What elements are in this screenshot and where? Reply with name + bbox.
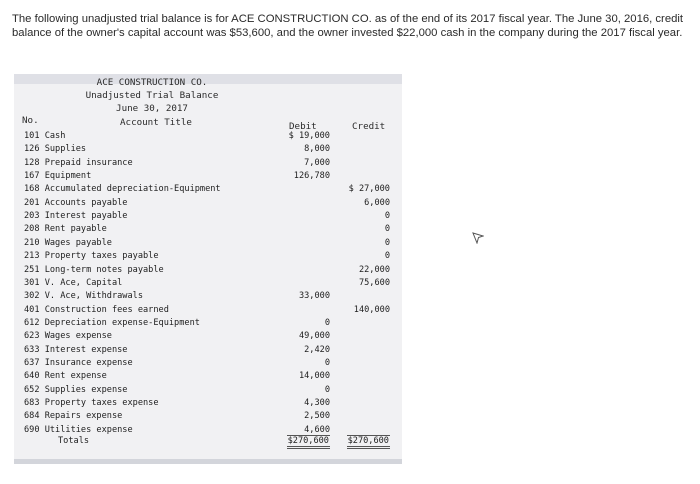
- trial-balance-sheet: [14, 74, 402, 459]
- table-row: [14, 345, 402, 358]
- account-title-cell: 612 Depreciation expense-Equipment: [24, 317, 200, 328]
- total-credit: $270,600: [347, 435, 390, 449]
- totals-label: Totals: [58, 436, 90, 446]
- column-header-debit: Debit: [289, 121, 317, 132]
- debit-cell: $ 19,000: [288, 131, 330, 141]
- table-row: [14, 331, 402, 344]
- account-title-cell: 213 Property taxes payable: [24, 251, 159, 262]
- debit-cell: 33,000: [298, 291, 330, 302]
- account-title-cell: 683 Property taxes expense: [24, 398, 159, 408]
- debit-cell: 0: [324, 357, 330, 368]
- credit-cell: 75,600: [358, 277, 390, 288]
- debit-cell: 126,780: [293, 171, 330, 182]
- credit-cell: $ 27,000: [348, 184, 390, 195]
- column-header-no: No.: [22, 115, 39, 126]
- account-title-cell: 302 V. Ace, Withdrawals: [24, 291, 143, 302]
- credit-cell: 0: [384, 251, 390, 262]
- table-row: [14, 251, 402, 264]
- table-row: [14, 198, 402, 211]
- debit-cell: 2,500: [304, 411, 330, 422]
- account-title-cell: 168 Accumulated depreciation-Equipment: [24, 184, 221, 195]
- table-row: [14, 385, 402, 398]
- table-row: [14, 158, 402, 171]
- table-row: [14, 211, 402, 224]
- account-title-cell: 201 Accounts payable: [24, 197, 128, 208]
- debit-cell: 0: [324, 384, 330, 395]
- account-title-cell: 623 Wages expense: [24, 331, 112, 342]
- table-row: [14, 371, 402, 384]
- account-title-cell: 684 Repairs expense: [24, 411, 123, 422]
- company-name: ACE CONSTRUCTION CO.: [96, 77, 208, 88]
- debit-cell: 8,000: [304, 144, 330, 155]
- report-date: June 30, 2017: [116, 103, 188, 114]
- column-header-credit: Credit: [352, 121, 386, 132]
- totals-row: [14, 436, 402, 449]
- report-title: Unadjusted Trial Balance: [85, 90, 219, 101]
- account-title-cell: 128 Prepaid insurance: [24, 157, 133, 168]
- table-row: [14, 238, 402, 251]
- account-title-cell: 208 Rent payable: [24, 224, 107, 235]
- table-row: [14, 265, 402, 278]
- debit-cell: 2,420: [304, 344, 330, 355]
- credit-cell: 6,000: [364, 197, 390, 208]
- credit-cell: 0: [384, 211, 390, 222]
- credit-cell: 140,000: [353, 304, 390, 315]
- table-row: [14, 131, 402, 144]
- mouse-cursor-icon: [472, 232, 484, 244]
- account-title-cell: 210 Wages payable: [24, 237, 112, 248]
- table-row: [14, 398, 402, 411]
- table-row: [14, 171, 402, 184]
- sheet-bottom-rule: [14, 459, 402, 464]
- credit-cell: 0: [384, 237, 390, 248]
- table-row: [14, 224, 402, 237]
- table-row: [14, 278, 402, 291]
- debit-cell: 4,600: [304, 424, 330, 435]
- account-title-cell: 401 Construction fees earned: [24, 304, 169, 315]
- debit-cell: 4,300: [304, 398, 330, 408]
- debit-cell: 7,000: [304, 157, 330, 168]
- account-title-cell: 203 Interest payable: [24, 211, 128, 222]
- account-title-cell: 633 Interest expense: [24, 344, 128, 355]
- account-title-cell: 101 Cash: [24, 131, 66, 141]
- credit-cell: 0: [384, 224, 390, 235]
- table-row: [14, 144, 402, 157]
- account-title-cell: 167 Equipment: [24, 171, 92, 182]
- table-row: [14, 318, 402, 331]
- table-row: [14, 358, 402, 371]
- account-title-cell: 690 Utilities expense: [24, 424, 133, 435]
- account-title-cell: 251 Long-term notes payable: [24, 264, 164, 275]
- total-debit: $270,600: [287, 435, 330, 449]
- table-row: [14, 291, 402, 304]
- problem-intro-text: The following unadjusted trial balance is for ACE CONSTRUCTION CO. as of the end of its 2017 fiscal year. The June 30, 2016, credit balance of the owner's capital account was $53,600, and the owner invested $22,000 cash in the company during the 2017 fiscal year.: [12, 13, 684, 39]
- account-title-cell: 301 V. Ace, Capital: [24, 277, 123, 288]
- column-header-account-title: Account Title: [120, 117, 192, 128]
- table-row: [14, 184, 402, 197]
- credit-cell: 22,000: [358, 264, 390, 275]
- debit-cell: 0: [324, 317, 330, 328]
- debit-cell: 14,000: [298, 371, 330, 382]
- account-title-cell: 126 Supplies: [24, 144, 87, 155]
- table-row: [14, 305, 402, 318]
- account-title-cell: 640 Rent expense: [24, 371, 107, 382]
- account-title-cell: 652 Supplies expense: [24, 384, 128, 395]
- table-row: [14, 411, 402, 424]
- debit-cell: 49,000: [298, 331, 330, 342]
- account-title-cell: 637 Insurance expense: [24, 357, 133, 368]
